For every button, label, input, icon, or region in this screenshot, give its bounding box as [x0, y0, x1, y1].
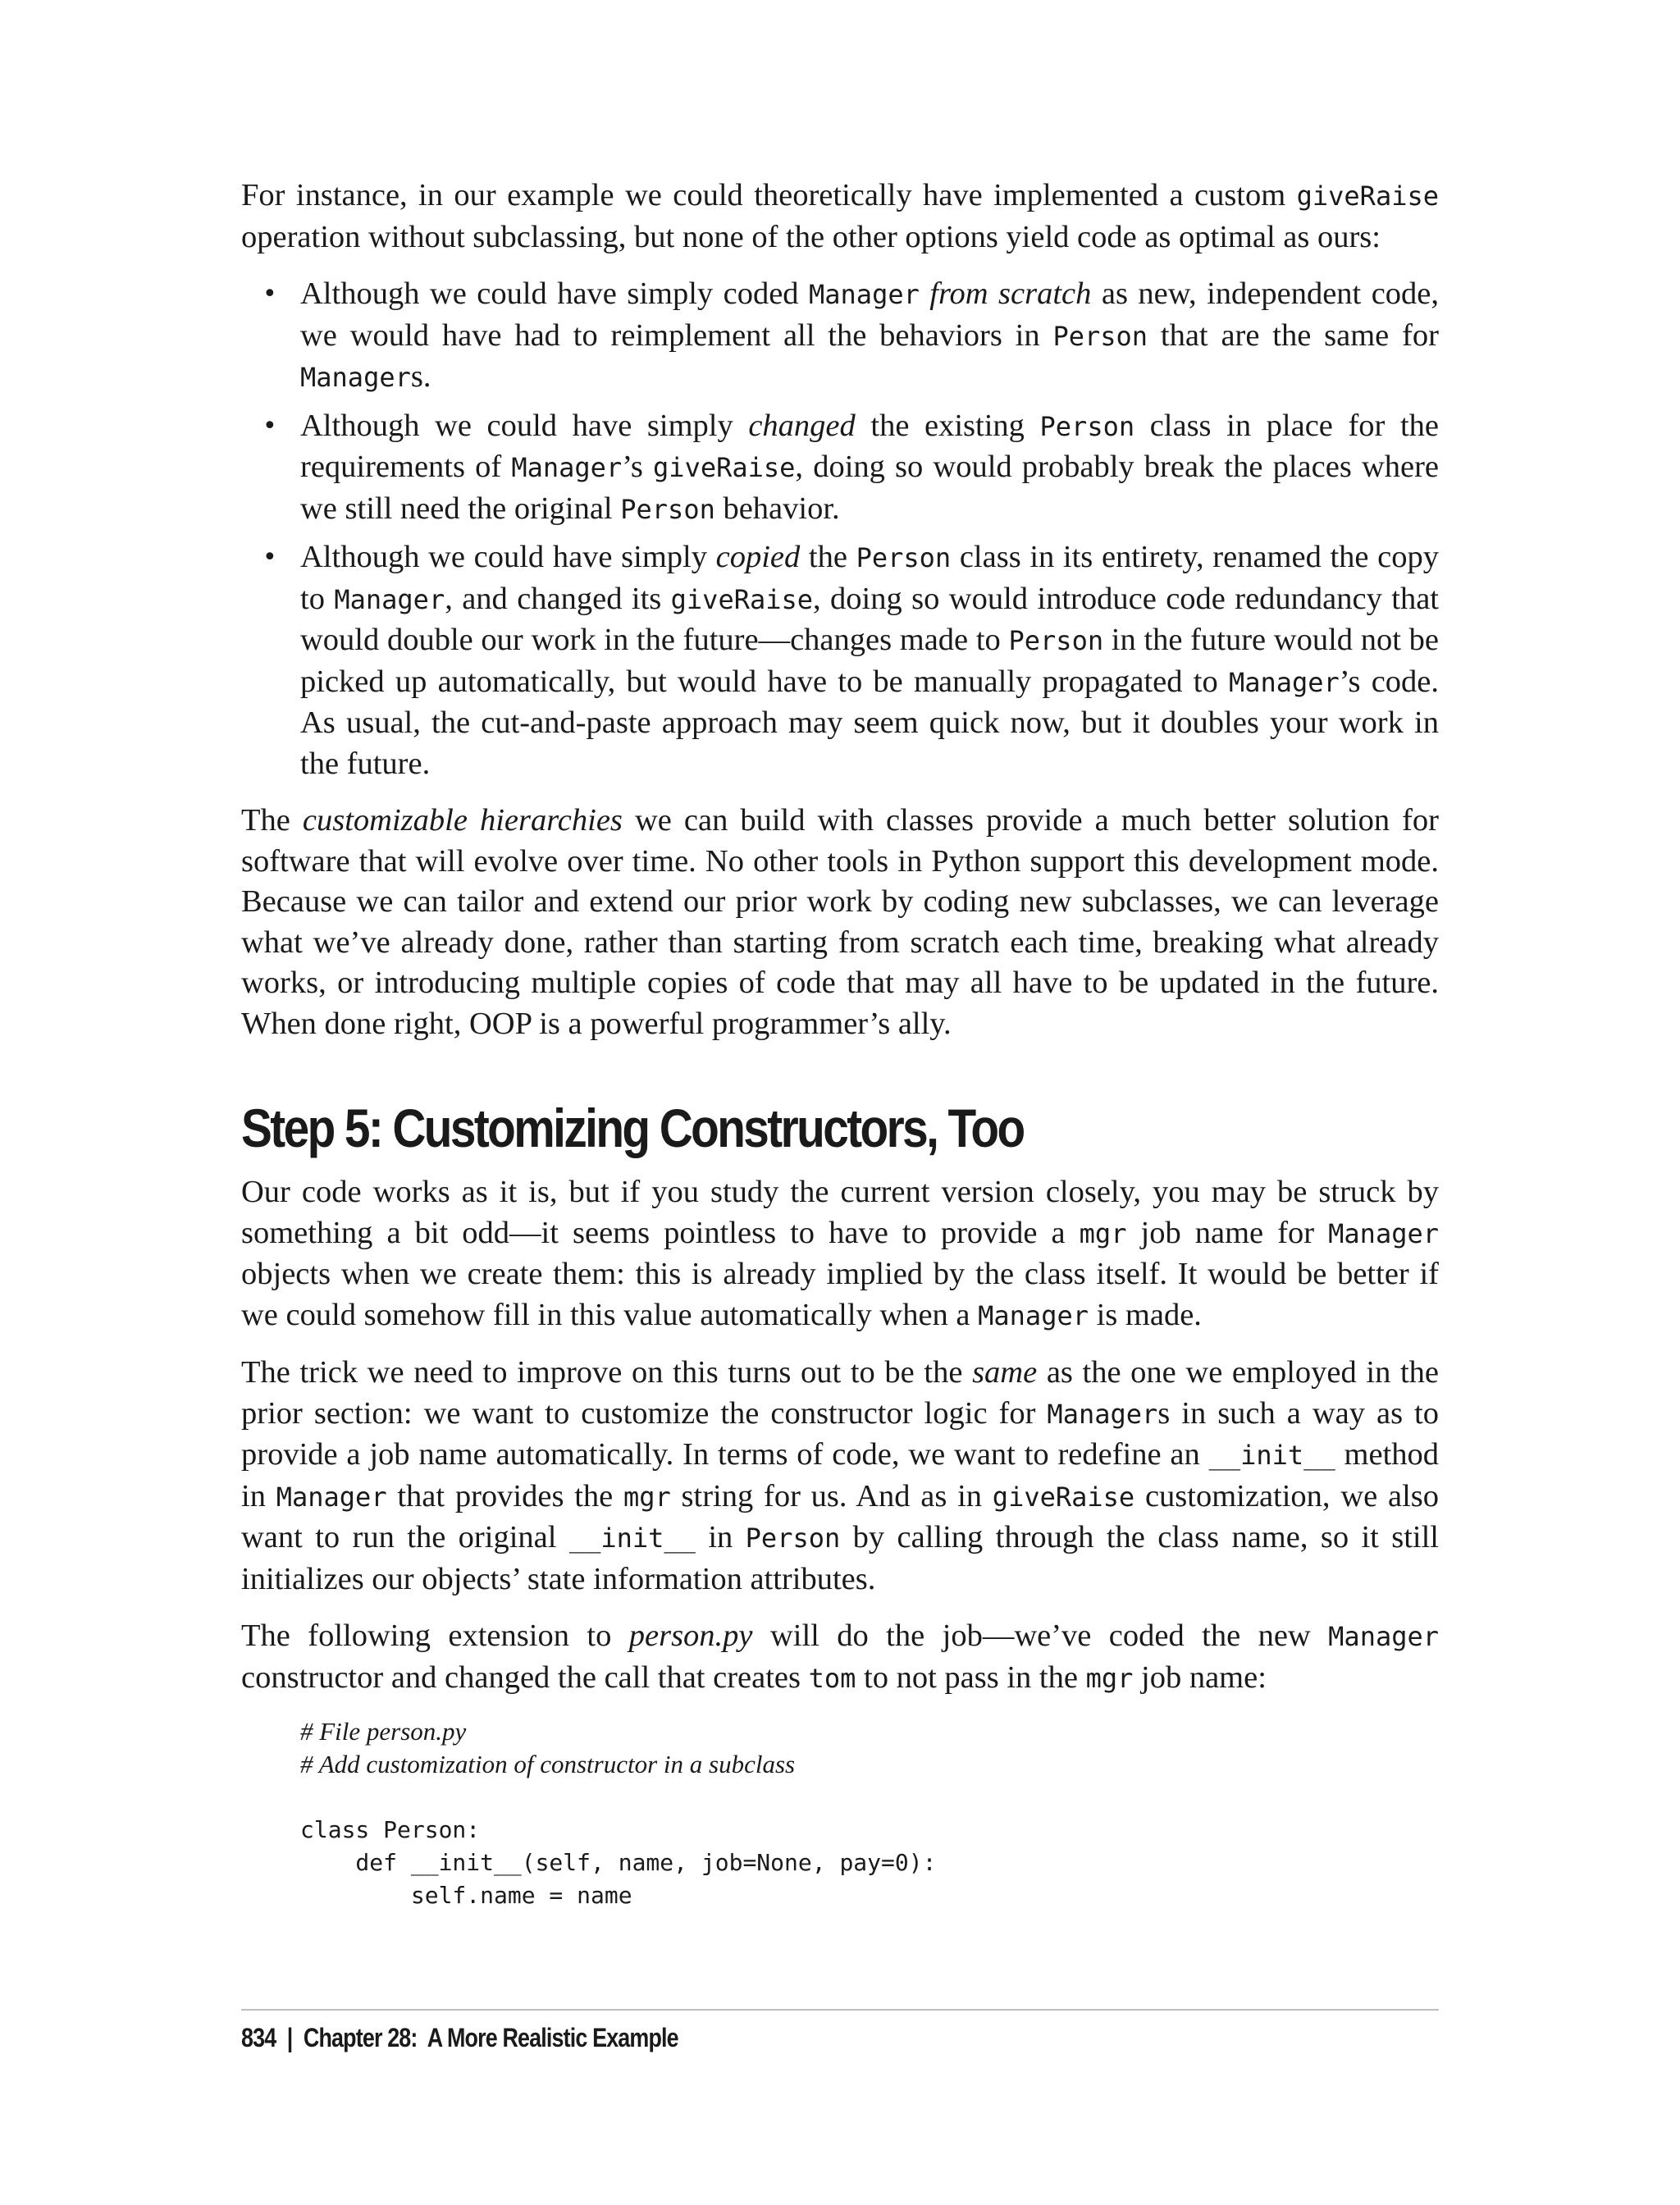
- chapter-title: Chapter 28: A More Realistic Example: [303, 2023, 678, 2052]
- code-listing: [300, 1715, 1439, 1912]
- footer-separator: |: [286, 2023, 293, 2052]
- page-number: 834: [241, 2023, 276, 2052]
- code-line: def __init__(self, name, job=None, pay=0):: [300, 1849, 937, 1876]
- trick-paragraph: The trick we need to improve on this turns out to be the same as the one we employed in the prior section: we want to customize the constructor logic for Managers in such a way as to provide a job name automatically. In terms of code, we want to redefine an __init__ method in Manager that provides the mgr string for us. And as in giveRaise customization, we also want to run the original __init__ in Person by calling through the class name, so it still initializes our objects’ state information attributes.: [241, 1355, 1440, 1596]
- intro-paragraph: For instance, in our example we could theoretically have implemented a custom giveRaise operation without subclassing, but none of the other options yield code as optimal as ours:: [241, 178, 1439, 254]
- footer-divider: [241, 2009, 1439, 2011]
- code-line: class Person:: [300, 1816, 481, 1843]
- bullet-icon: •: [262, 543, 277, 572]
- code-comment: # File person.py: [300, 1717, 467, 1746]
- page-footer: [241, 2021, 678, 2054]
- list-item: • Although we could have simply coded Manager from scratch as new, independent code, we would have had to reimplement all the behaviors in Person that are the same for Managers.: [300, 274, 1439, 399]
- code-blank-line: [300, 1781, 1439, 1814]
- code-comment: # Add customization of constructor in a subclass: [300, 1750, 796, 1778]
- hierarchies-paragraph: The customizable hierarchies we can build with classes provide a much better solution for software that will evolve over time. No other tools in Python support this development mode. Because we can tailor and extend our prior work by coding new subclasses, we can leverage what we’ve already done, rather than starting from scratch each time, breaking what already works, or introducing multiple copies of code that may all have to be updated in the future. When done right, OOP is a powerful programmer’s ally.: [241, 803, 1440, 1041]
- options-list: [241, 274, 1439, 784]
- code-line: self.name = name: [300, 1882, 632, 1909]
- list-item: • Although we could have simply changed the existing Person class in place for the requirements of Manager’s giveRaise, doing so would probably break the places where we still need the original Person behavior.: [300, 406, 1439, 531]
- list-item: • Although we could have simply copied the Person class in its entirety, renamed the copy to Manager, and changed its giveRaise, doing so would introduce code redundancy that would double our work in the future—changes made to Person in the future would not be picked up automatically, but would have to be manually propagated to Manager’s code. As usual, the cut-and-paste approach may seem quick now, but it doubles your work in the future.: [300, 537, 1439, 784]
- page-body: [241, 176, 1439, 1912]
- bullet-icon: •: [262, 280, 277, 308]
- section-heading: Step 5: Customizing Constructors, Too: [241, 1098, 1024, 1158]
- bullet-icon: •: [262, 411, 277, 441]
- extension-paragraph: The following extension to person.py will do the job—we’ve coded the new Manager constructor and changed the call that creates tom to not pass in the mgr job name:: [241, 1618, 1440, 1695]
- code-giveRaise: giveRaise: [1296, 180, 1439, 212]
- odd-paragraph: Our code works as it is, but if you study the current version closely, you may be struck by something a bit odd—it seems pointless to have to provide a mgr job name for Manager objects when we create them: this is already implied by the class itself. It would be better if we could somehow fill in this value automatically when a Manager is made.: [241, 1175, 1439, 1332]
